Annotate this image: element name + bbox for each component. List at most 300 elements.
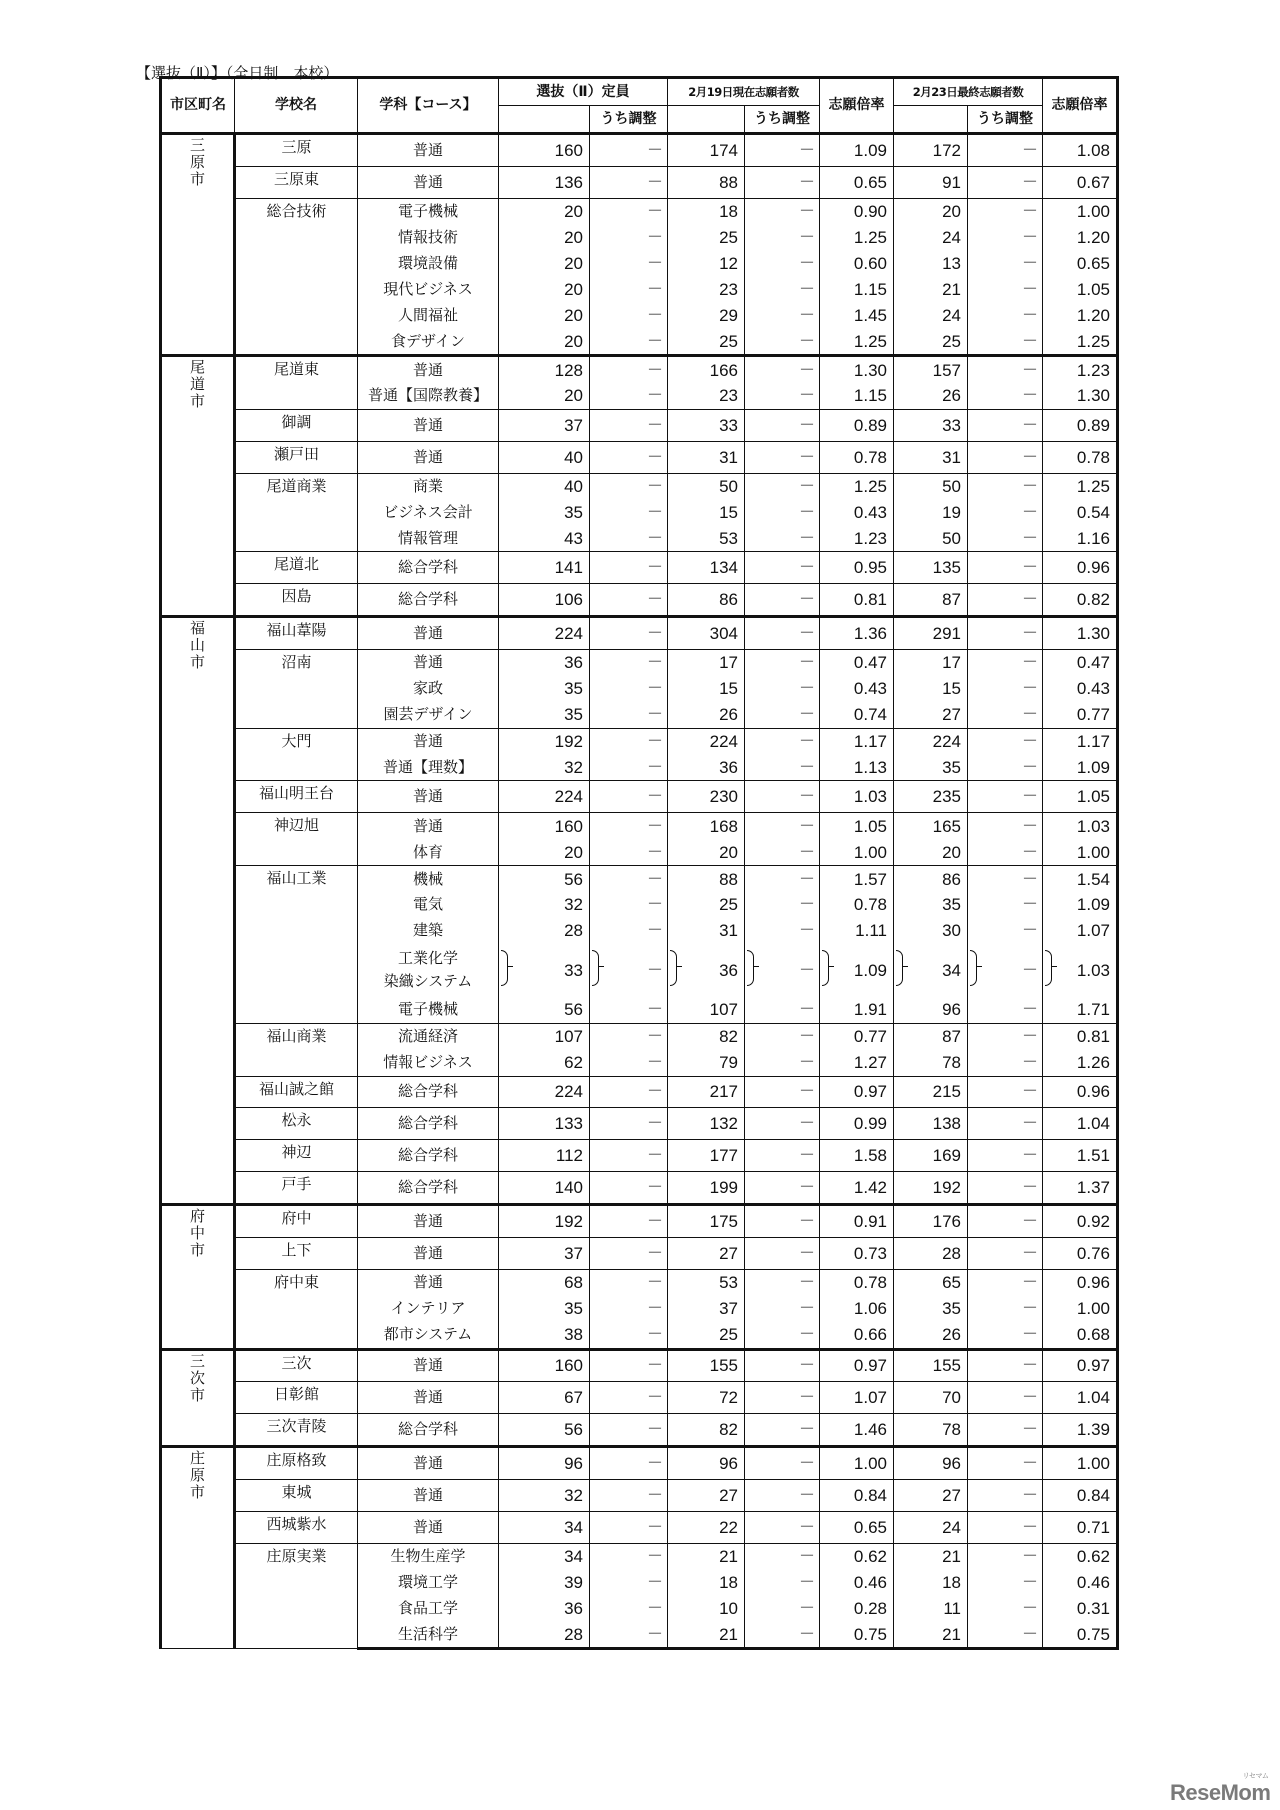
city-char: 原	[189, 1466, 205, 1485]
feb23-rate-value: 1.51	[1043, 1140, 1118, 1172]
table-row	[161, 1414, 1118, 1447]
feb19-adj-value: －	[745, 166, 820, 198]
feb19-adj-value: －	[745, 225, 820, 251]
capacity-adj-value: －	[590, 676, 668, 702]
table-row	[161, 552, 1118, 584]
feb23-applicants-value: 26	[894, 1322, 968, 1349]
feb23-rate-value: 1.05	[1043, 276, 1118, 302]
feb19-applicants-value: 230	[668, 781, 745, 813]
feb19-adj-value: －	[745, 1269, 820, 1295]
capacity-value: 224	[499, 1076, 590, 1108]
feb23-applicants-value: 172	[894, 134, 968, 167]
feb23-rate-value: 1.09	[1043, 892, 1118, 918]
feb19-applicants-value: 20	[668, 839, 745, 865]
dept-name: 電子機械	[358, 198, 499, 224]
capacity-value: 35	[499, 676, 590, 702]
feb23-rate-value: 1.39	[1043, 1414, 1118, 1447]
feb23-rate-value: 1.07	[1043, 918, 1118, 944]
feb19-applicants-value: 53	[668, 1269, 745, 1295]
school-name: 三次	[235, 1349, 358, 1382]
feb19-rate-value: 1.05	[820, 813, 894, 839]
feb19-adj-value: －	[745, 356, 820, 383]
city-char: 道	[189, 375, 205, 394]
capacity-adj-value: －	[590, 866, 668, 892]
feb23-rate-value: 0.46	[1043, 1570, 1118, 1596]
capacity-adj-value: －	[590, 650, 668, 676]
logo-kana: リセマム	[1242, 1773, 1269, 1780]
feb19-adj-value: －	[745, 1140, 820, 1172]
feb23-applicants-value: 13	[894, 251, 968, 277]
feb23-adj-value: －	[968, 225, 1043, 251]
feb19-applicants-value: 22	[668, 1511, 745, 1543]
feb23-adj-value: －	[968, 1414, 1043, 1447]
feb23-adj-value: －	[968, 1596, 1043, 1622]
city-char: 市	[189, 392, 205, 411]
dept-name: 体育	[358, 839, 499, 865]
feb23-rate-value: 0.67	[1043, 166, 1118, 198]
feb19-rate-value: 1.07	[820, 1382, 894, 1414]
feb23-applicants-value: 235	[894, 781, 968, 813]
school-name: 戸手	[235, 1172, 358, 1205]
capacity-value: 62	[499, 1050, 590, 1076]
school-name: 庄原実業	[235, 1543, 358, 1649]
capacity-value: 32	[499, 1480, 590, 1512]
school-name: 神辺旭	[235, 813, 358, 866]
capacity-adj-value: －	[590, 1140, 668, 1172]
feb19-applicants-value: 177	[668, 1140, 745, 1172]
city-name-cell	[161, 1349, 235, 1447]
feb23-applicants-value: 17	[894, 650, 968, 676]
feb23-applicants-value: 215	[894, 1076, 968, 1108]
feb19-rate-value: 1.91	[820, 997, 894, 1023]
capacity-value: 107	[499, 1023, 590, 1049]
capacity-value: 160	[499, 813, 590, 839]
feb19-applicants-value: 224	[668, 728, 745, 754]
feb23-applicants-value: 86	[894, 866, 968, 892]
feb19-rate-value: 1.58	[820, 1140, 894, 1172]
capacity-value: 20	[499, 198, 590, 224]
feb23-rate-value: 0.96	[1043, 1269, 1118, 1295]
feb19-applicants-value: 86	[668, 584, 745, 617]
capacity-value: 33	[499, 944, 590, 997]
capacity-value: 136	[499, 166, 590, 198]
feb19-applicants-value: 12	[668, 251, 745, 277]
capacity-value: 38	[499, 1322, 590, 1349]
dept-name: 普通	[358, 813, 499, 839]
dept-name: 情報技術	[358, 225, 499, 251]
capacity-adj-value: －	[590, 1414, 668, 1447]
feb19-rate-value: 1.36	[820, 617, 894, 650]
feb19-rate-value: 0.47	[820, 650, 894, 676]
feb19-rate-value: 1.15	[820, 383, 894, 409]
feb23-adj-value: －	[968, 1480, 1043, 1512]
feb23-applicants-value: 27	[894, 1480, 968, 1512]
feb23-applicants-value: 135	[894, 552, 968, 584]
feb23-rate-value: 0.78	[1043, 441, 1118, 473]
school-name: 尾道北	[235, 552, 358, 584]
dept-name: 普通	[358, 650, 499, 676]
feb19-applicants-value: 15	[668, 500, 745, 526]
capacity-adj-value: －	[590, 1480, 668, 1512]
feb19-rate-value: 1.13	[820, 755, 894, 781]
feb23-rate-value: 0.89	[1043, 409, 1118, 441]
feb19-applicants-value: 37	[668, 1296, 745, 1322]
feb19-adj-value: －	[745, 134, 820, 167]
school-name: 沼南	[235, 650, 358, 729]
capacity-value: 36	[499, 1596, 590, 1622]
page-title: 【選抜（Ⅱ）】（全日制 本校）	[136, 64, 339, 82]
capacity-adj-value: －	[590, 328, 668, 355]
table-row	[161, 813, 1118, 839]
feb23-applicants-value: 176	[894, 1205, 968, 1238]
feb23-adj-value: －	[968, 1237, 1043, 1269]
feb19-applicants-value: 53	[668, 525, 745, 551]
feb19-rate-value: 0.60	[820, 251, 894, 277]
feb19-adj-value: －	[745, 198, 820, 224]
table-row	[161, 1140, 1118, 1172]
capacity-value: 224	[499, 781, 590, 813]
capacity-value: 32	[499, 755, 590, 781]
feb19-rate-value: 0.75	[820, 1622, 894, 1649]
capacity-adj-value: －	[590, 1237, 668, 1269]
table-row	[161, 1269, 1118, 1295]
city-char: 市	[189, 653, 205, 672]
feb23-rate-value: 0.76	[1043, 1237, 1118, 1269]
feb19-applicants-value: 25	[668, 892, 745, 918]
dept-name: 普通	[358, 356, 499, 383]
dept-line: 工業化学	[397, 949, 458, 968]
feb19-applicants-value: 25	[668, 1322, 745, 1349]
feb23-rate-value: 1.03	[1043, 813, 1118, 839]
dept-name: 人間福祉	[358, 302, 499, 328]
feb23-applicants-value: 35	[894, 892, 968, 918]
feb23-rate-value: 1.05	[1043, 781, 1118, 813]
feb19-rate-value: 1.30	[820, 356, 894, 383]
applicant-ratio-table	[159, 76, 1119, 1650]
feb23-applicants-value: 31	[894, 441, 968, 473]
feb23-applicants-value: 155	[894, 1349, 968, 1382]
feb23-applicants-value: 78	[894, 1050, 968, 1076]
feb19-applicants-value: 88	[668, 866, 745, 892]
feb19-applicants-value: 25	[668, 225, 745, 251]
dept-name: 普通	[358, 617, 499, 650]
school-name: 松永	[235, 1108, 358, 1140]
feb19-rate-value: 0.95	[820, 552, 894, 584]
capacity-adj-value: －	[590, 1322, 668, 1349]
city-char: 次	[189, 1368, 205, 1387]
table-row	[161, 1108, 1118, 1140]
feb19-applicants-value: 88	[668, 166, 745, 198]
feb19-rate-value: 1.00	[820, 1447, 894, 1480]
school-name: 尾道商業	[235, 473, 358, 552]
capacity-adj-value: －	[590, 500, 668, 526]
feb23-adj-value: －	[968, 1076, 1043, 1108]
table-row	[161, 1237, 1118, 1269]
feb23-adj-value: －	[968, 409, 1043, 441]
table-row	[161, 1543, 1118, 1569]
capacity-adj-value: －	[590, 702, 668, 728]
feb19-adj-value: －	[745, 892, 820, 918]
feb19-adj-value: －	[745, 1108, 820, 1140]
feb19-rate-value: 1.06	[820, 1296, 894, 1322]
header-feb23-applicants: 2月23日最終志願者数	[894, 78, 1043, 106]
dept-name: 建築	[358, 918, 499, 944]
dept-name: 環境設備	[358, 251, 499, 277]
feb19-applicants-value: 26	[668, 702, 745, 728]
resemom-logo	[1170, 1773, 1271, 1806]
school-name: 三原東	[235, 166, 358, 198]
feb23-applicants-value: 30	[894, 918, 968, 944]
school-name: 大門	[235, 728, 358, 781]
school-name: 福山商業	[235, 1023, 358, 1076]
feb23-rate-value: 1.54	[1043, 866, 1118, 892]
school-name: 東城	[235, 1480, 358, 1512]
capacity-value: 224	[499, 617, 590, 650]
feb19-applicants-value: 21	[668, 1622, 745, 1649]
feb19-applicants-value: 27	[668, 1237, 745, 1269]
school-name: 西城紫水	[235, 1511, 358, 1543]
feb19-rate-value: 0.81	[820, 584, 894, 617]
feb23-rate-value: 0.82	[1043, 584, 1118, 617]
capacity-adj-value: －	[590, 166, 668, 198]
capacity-adj-value: －	[590, 1172, 668, 1205]
capacity-adj-value: －	[590, 473, 668, 499]
feb19-applicants-value: 107	[668, 997, 745, 1023]
feb23-adj-value: －	[968, 781, 1043, 813]
city-name-cell	[161, 1447, 235, 1649]
capacity-adj-value: －	[590, 1269, 668, 1295]
feb19-applicants-value: 18	[668, 198, 745, 224]
feb19-rate-value: 0.77	[820, 1023, 894, 1049]
feb23-rate-value: 0.43	[1043, 676, 1118, 702]
capacity-value: 20	[499, 383, 590, 409]
capacity-value: 160	[499, 1349, 590, 1382]
table-row	[161, 781, 1118, 813]
feb23-rate-value: 1.00	[1043, 839, 1118, 865]
feb19-rate-value: 1.11	[820, 918, 894, 944]
dept-name: 総合学科	[358, 1414, 499, 1447]
feb19-rate-value: 1.25	[820, 328, 894, 355]
feb19-applicants-value: 155	[668, 1349, 745, 1382]
city-name-cell	[161, 356, 235, 617]
capacity-value: 37	[499, 409, 590, 441]
capacity-adj-value: －	[590, 1543, 668, 1569]
capacity-adj-value: －	[590, 134, 668, 167]
feb19-rate-value: 0.65	[820, 1511, 894, 1543]
feb19-adj-value: －	[745, 1596, 820, 1622]
capacity-adj-value: －	[590, 781, 668, 813]
capacity-adj-value: －	[590, 918, 668, 944]
capacity-value: 34	[499, 1511, 590, 1543]
feb19-applicants-value: 27	[668, 1480, 745, 1512]
table-row	[161, 473, 1118, 499]
capacity-adj-value: －	[590, 1447, 668, 1480]
school-name: 福山工業	[235, 866, 358, 1024]
feb19-applicants-value: 50	[668, 473, 745, 499]
feb23-rate-value: 0.84	[1043, 1480, 1118, 1512]
feb19-adj-value: －	[745, 1172, 820, 1205]
feb23-rate-value: 0.68	[1043, 1322, 1118, 1349]
table-row	[161, 1172, 1118, 1205]
capacity-value: 20	[499, 302, 590, 328]
feb19-applicants-value: 174	[668, 134, 745, 167]
feb19-applicants-value: 33	[668, 409, 745, 441]
dept-name: 流通経済	[358, 1023, 499, 1049]
capacity-adj-value: －	[590, 409, 668, 441]
capacity-value: 112	[499, 1140, 590, 1172]
feb19-adj-value: －	[745, 1050, 820, 1076]
feb19-applicants-value: 18	[668, 1570, 745, 1596]
feb23-rate-value: 0.31	[1043, 1596, 1118, 1622]
dept-name: 総合学科	[358, 584, 499, 617]
dept-name: 電気	[358, 892, 499, 918]
feb23-applicants-value: 138	[894, 1108, 968, 1140]
feb23-rate-value: 0.54	[1043, 500, 1118, 526]
feb23-adj-value: －	[968, 702, 1043, 728]
capacity-value: 192	[499, 728, 590, 754]
school-name: 因島	[235, 584, 358, 617]
feb23-applicants-value: 65	[894, 1269, 968, 1295]
feb19-adj-value: －	[745, 1205, 820, 1238]
city-char: 市	[189, 1483, 205, 1502]
dept-name: 総合学科	[358, 1140, 499, 1172]
capacity-adj-value: －	[590, 1570, 668, 1596]
capacity-adj-value: －	[590, 1622, 668, 1649]
feb19-rate-value: 0.90	[820, 198, 894, 224]
capacity-value: 96	[499, 1447, 590, 1480]
capacity-value: 20	[499, 251, 590, 277]
feb19-applicants-value: 166	[668, 356, 745, 383]
city-char: 市	[189, 170, 205, 188]
capacity-adj-value: －	[590, 617, 668, 650]
feb23-applicants-value: 70	[894, 1382, 968, 1414]
school-name: 福山明王台	[235, 781, 358, 813]
feb23-applicants-value: 34	[894, 944, 968, 997]
feb19-adj-value: －	[745, 1296, 820, 1322]
feb19-applicants-value: 23	[668, 383, 745, 409]
feb23-adj-value: －	[968, 617, 1043, 650]
feb19-applicants-value: 168	[668, 813, 745, 839]
dept-name	[358, 944, 499, 997]
feb23-applicants-value: 19	[894, 500, 968, 526]
feb19-adj-value: －	[745, 1447, 820, 1480]
feb19-applicants-value: 15	[668, 676, 745, 702]
feb23-adj-value: －	[968, 1322, 1043, 1349]
feb19-adj-value: －	[745, 650, 820, 676]
feb19-rate-value: 0.99	[820, 1108, 894, 1140]
header-city: 市区町名	[161, 78, 235, 134]
feb19-rate-value: 1.25	[820, 225, 894, 251]
feb23-applicants-value: 35	[894, 1296, 968, 1322]
feb19-rate-value: 0.97	[820, 1076, 894, 1108]
feb23-adj-value: －	[968, 1511, 1043, 1543]
city-char: 三	[189, 1351, 205, 1370]
feb23-applicants-value: 157	[894, 356, 968, 383]
feb23-adj-value: －	[968, 1622, 1043, 1649]
capacity-value: 128	[499, 356, 590, 383]
feb23-applicants-value: 96	[894, 997, 968, 1023]
feb19-rate-value: 0.97	[820, 1349, 894, 1382]
capacity-adj-value: －	[590, 728, 668, 754]
capacity-value: 20	[499, 225, 590, 251]
table-body	[161, 134, 1118, 1649]
dept-name: 総合学科	[358, 552, 499, 584]
feb23-adj-value: －	[968, 198, 1043, 224]
dept-name: 電子機械	[358, 997, 499, 1023]
feb23-rate-value: 0.47	[1043, 650, 1118, 676]
capacity-value: 192	[499, 1205, 590, 1238]
city-name-cell	[161, 134, 235, 356]
table-row	[161, 1480, 1118, 1512]
school-name: 御調	[235, 409, 358, 441]
city-char: 原	[189, 153, 205, 171]
dept-name: 食品工学	[358, 1596, 499, 1622]
feb23-applicants-value: 15	[894, 676, 968, 702]
feb19-rate-value: 1.17	[820, 728, 894, 754]
dept-name: 普通	[358, 1349, 499, 1382]
dept-name: 普通	[358, 1447, 499, 1480]
dept-name: 総合学科	[358, 1172, 499, 1205]
feb23-adj-value: －	[968, 166, 1043, 198]
feb23-applicants-value: 18	[894, 1570, 968, 1596]
dept-name: 情報管理	[358, 525, 499, 551]
feb19-rate-value: 0.43	[820, 676, 894, 702]
feb19-adj-value: －	[745, 1414, 820, 1447]
header-capacity-adj: うち調整	[590, 106, 668, 134]
feb19-rate-value: 1.23	[820, 525, 894, 551]
capacity-adj-value: －	[590, 1296, 668, 1322]
feb19-adj-value: －	[745, 781, 820, 813]
feb23-rate-value: 1.04	[1043, 1108, 1118, 1140]
dept-name: 普通	[358, 1511, 499, 1543]
dept-name: 生物生産学	[358, 1543, 499, 1569]
feb23-applicants-value: 11	[894, 1596, 968, 1622]
feb19-rate-value: 0.78	[820, 1269, 894, 1295]
feb19-adj-value: －	[745, 944, 820, 997]
feb19-adj-value: －	[745, 500, 820, 526]
feb23-adj-value: －	[968, 134, 1043, 167]
feb19-applicants-value: 199	[668, 1172, 745, 1205]
table-row	[161, 866, 1118, 892]
capacity-adj-value: －	[590, 552, 668, 584]
header-dept: 学科【コース】	[358, 78, 499, 134]
feb23-applicants-value: 192	[894, 1172, 968, 1205]
capacity-adj-value: －	[590, 1076, 668, 1108]
dept-name: インテリア	[358, 1296, 499, 1322]
capacity-value: 160	[499, 134, 590, 167]
feb19-adj-value: －	[745, 997, 820, 1023]
feb23-rate-value: 0.97	[1043, 1349, 1118, 1382]
capacity-value: 20	[499, 839, 590, 865]
feb23-adj-value: －	[968, 584, 1043, 617]
feb19-adj-value: －	[745, 1023, 820, 1049]
feb23-rate-value: 1.04	[1043, 1382, 1118, 1414]
capacity-value: 106	[499, 584, 590, 617]
feb19-adj-value: －	[745, 302, 820, 328]
feb23-rate-value: 1.08	[1043, 134, 1118, 167]
feb19-applicants-value: 304	[668, 617, 745, 650]
feb23-rate-value: 0.75	[1043, 1622, 1118, 1649]
feb23-applicants-value: 21	[894, 276, 968, 302]
capacity-adj-value: －	[590, 944, 668, 997]
city-char: 市	[189, 1241, 205, 1260]
capacity-value: 32	[499, 892, 590, 918]
feb23-applicants-value: 78	[894, 1414, 968, 1447]
feb19-applicants-value: 36	[668, 944, 745, 997]
feb23-rate-value: 1.03	[1043, 944, 1118, 997]
feb23-rate-value: 1.16	[1043, 525, 1118, 551]
feb23-rate-value: 1.00	[1043, 1296, 1118, 1322]
